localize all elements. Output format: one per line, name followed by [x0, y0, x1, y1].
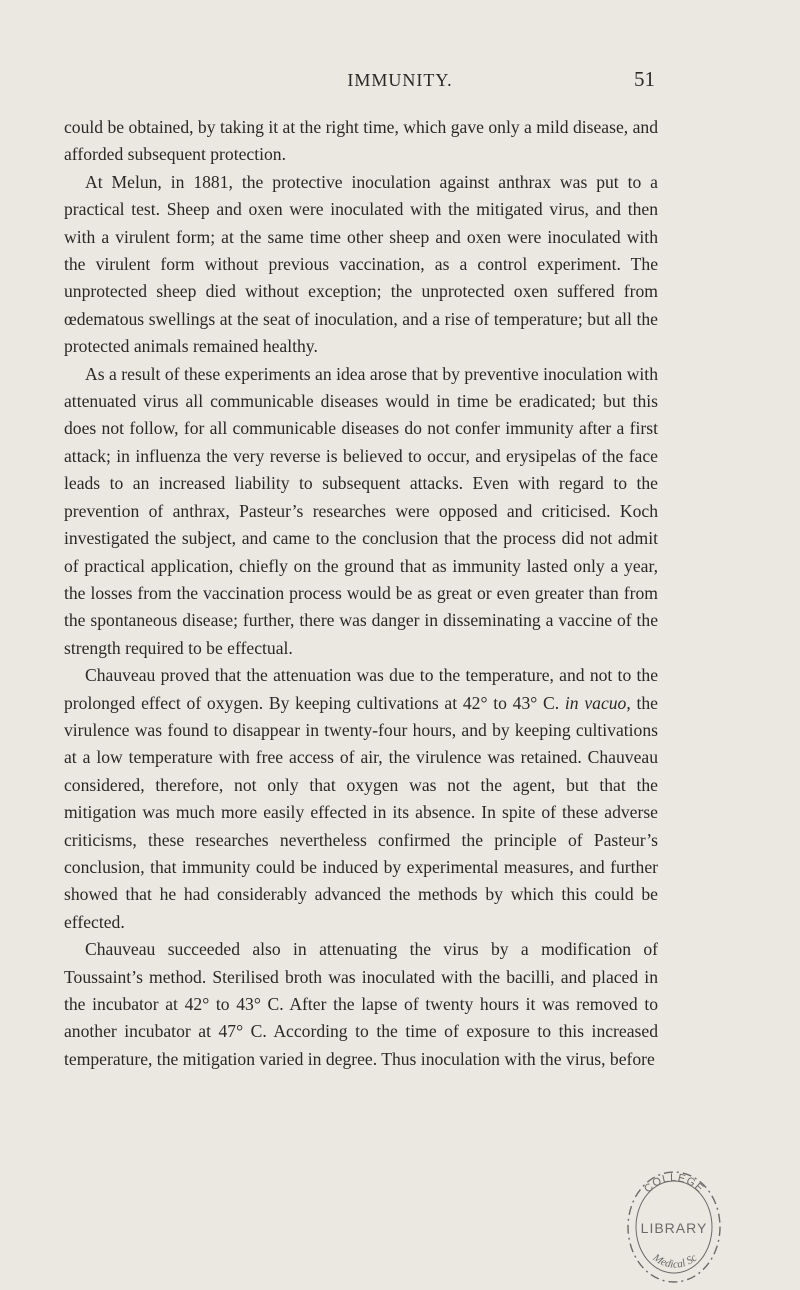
paragraph [64, 662, 658, 936]
paragraph-text: Chauveau proved that the attenuation was due to the temperature, and not to the prolonged effect of oxygen. By keeping cultivations at 42° to 43° C. [64, 665, 658, 713]
svg-text:COLLEGE [642, 1172, 706, 1195]
paragraph: could be obtained, by taking it at the right time, which gave only a mild disease, and afforded subsequent protection. [64, 117, 658, 165]
paragraph: Chauveau succeeded also in attenuating the virus by a modification of Toussaint’s method. Sterilised broth was inoculated with the bacilli, and placed in the incubator at 42° to 43° C. After the lapse of twenty hours it was removed to another incubator at 47° C. According to the time of exposure to this increased temperature, the mitigation varied in degree. Thus inoculation with the virus, before [64, 939, 658, 1069]
stamp-center-text: LIBRARY [640, 1220, 708, 1236]
stamp-bottom-text: Medical Sc [650, 1251, 700, 1271]
page-number: 51 [634, 67, 655, 91]
stamp-top-text: COLLEGE [641, 1171, 707, 1196]
body-text [64, 114, 658, 1073]
running-title: IMMUNITY. [347, 70, 453, 90]
library-stamp-icon [622, 1167, 722, 1283]
paragraph: At Melun, in 1881, the protective inoculation against anthrax was put to a practical test. Sheep and oxen were inoculated with the mitigated virus, and then with a virulent form; at the same time other sheep and oxen were inoculated with the virulent form without previous vaccination, as a control experiment. The unprotected sheep died without exception; the unprotected oxen suffered from œdematous swellings at the seat of inoculation, and a rise of temperature; but all the protected animals remained healthy. [64, 171, 658, 357]
library-stamp [622, 1167, 722, 1283]
paragraph-text: , the virulence was found to disappear in twenty-four hours, and by keeping cultivations at a low temperature with free access of air, the virulence was retained. Chauveau considered, therefore, not only that oxygen was not the agent, but that the mitigation was much more easily effected in its absence. In spite of these adverse criticisms, these researches nevertheless confirmed the principle of Pasteur’s conclusion, that immunity could be induced by experimental measures, and further showed that he had considerably advanced the methods by which this could be effected. [64, 692, 658, 932]
italic-phrase: in vacuo [564, 692, 627, 713]
paragraph: As a result of these experiments an idea arose that by preventive inoculation with attenuated virus all communicable diseases would in time be eradicated; but this does not follow, for all communicable diseases do not confer immunity after a first attack; in influenza the very reverse is believed to occur, and erysipelas of the face leads to an increased liability to subsequent attacks. Even with regard to the prevention of anthrax, Pasteur’s researches were opposed and criticised. Koch investigated the subject, and came to the conclusion that the process did not admit of practical application, chiefly on the ground that as immunity lasted only a year, the losses from the vaccination process would be as great or even greater than from the spontaneous disease; further, there was danger in disseminating a vaccine of the strength required to be effectual. [64, 363, 658, 658]
running-head [0, 67, 800, 94]
